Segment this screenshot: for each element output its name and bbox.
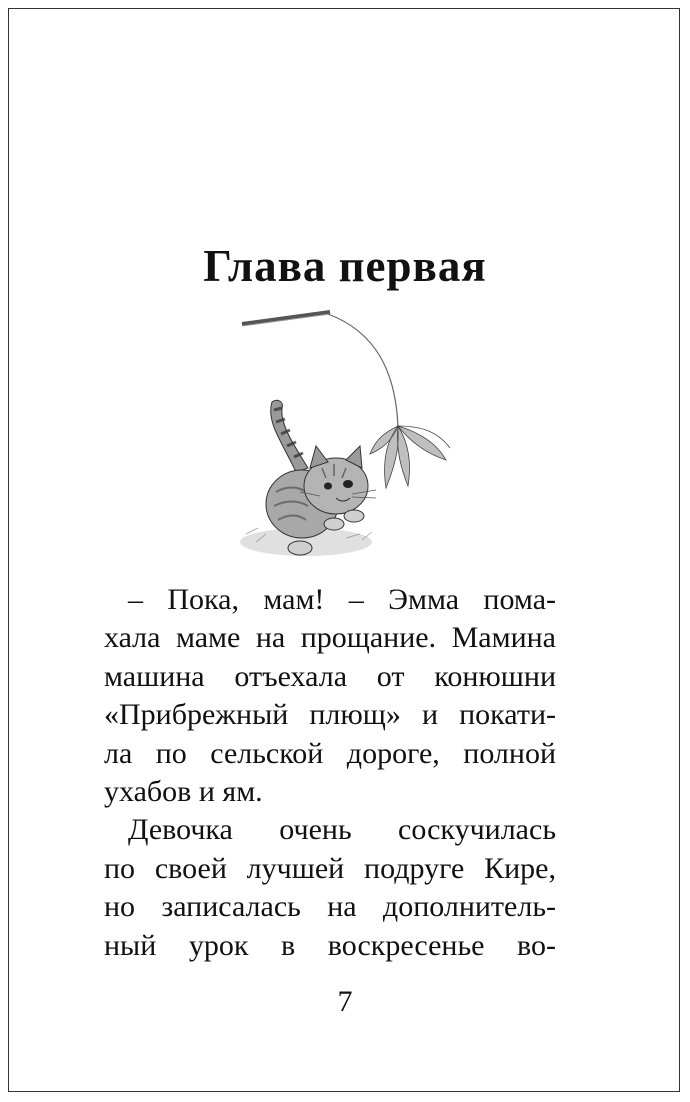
kitten-illustration-icon (236, 302, 456, 564)
kitten-eye (343, 480, 353, 488)
chapter-title: Глава первая (203, 241, 487, 291)
text-line: ухабов и ям. (104, 774, 263, 808)
text-line: Девочка очень соскучилась (128, 813, 556, 847)
text-line: машина отъехала от конюшни (104, 659, 556, 693)
text-line: ный урок в воскресенье во- (104, 928, 556, 962)
toy-stick (242, 312, 330, 326)
page-number: 7 (337, 985, 353, 1018)
text-line: ла по сельской дороге, полной (104, 736, 556, 770)
toy-string (328, 314, 398, 428)
text-line: «Прибрежный плющ» и покати- (104, 698, 556, 732)
kitten-tail (271, 400, 308, 472)
text-line: хала маме на прощание. Мамина (104, 621, 556, 655)
text-line: по своей лучшей подруге Кире, (104, 851, 556, 885)
paragraph-2 (104, 811, 556, 965)
paragraph-1 (104, 581, 556, 811)
text-line: но записалась на дополнитель- (104, 890, 556, 924)
feather-toy (370, 426, 450, 488)
text-line: – Пока, мам! – Эмма пома- (128, 583, 556, 616)
chapter-body-text (104, 581, 556, 965)
kitten-paw (288, 541, 312, 555)
